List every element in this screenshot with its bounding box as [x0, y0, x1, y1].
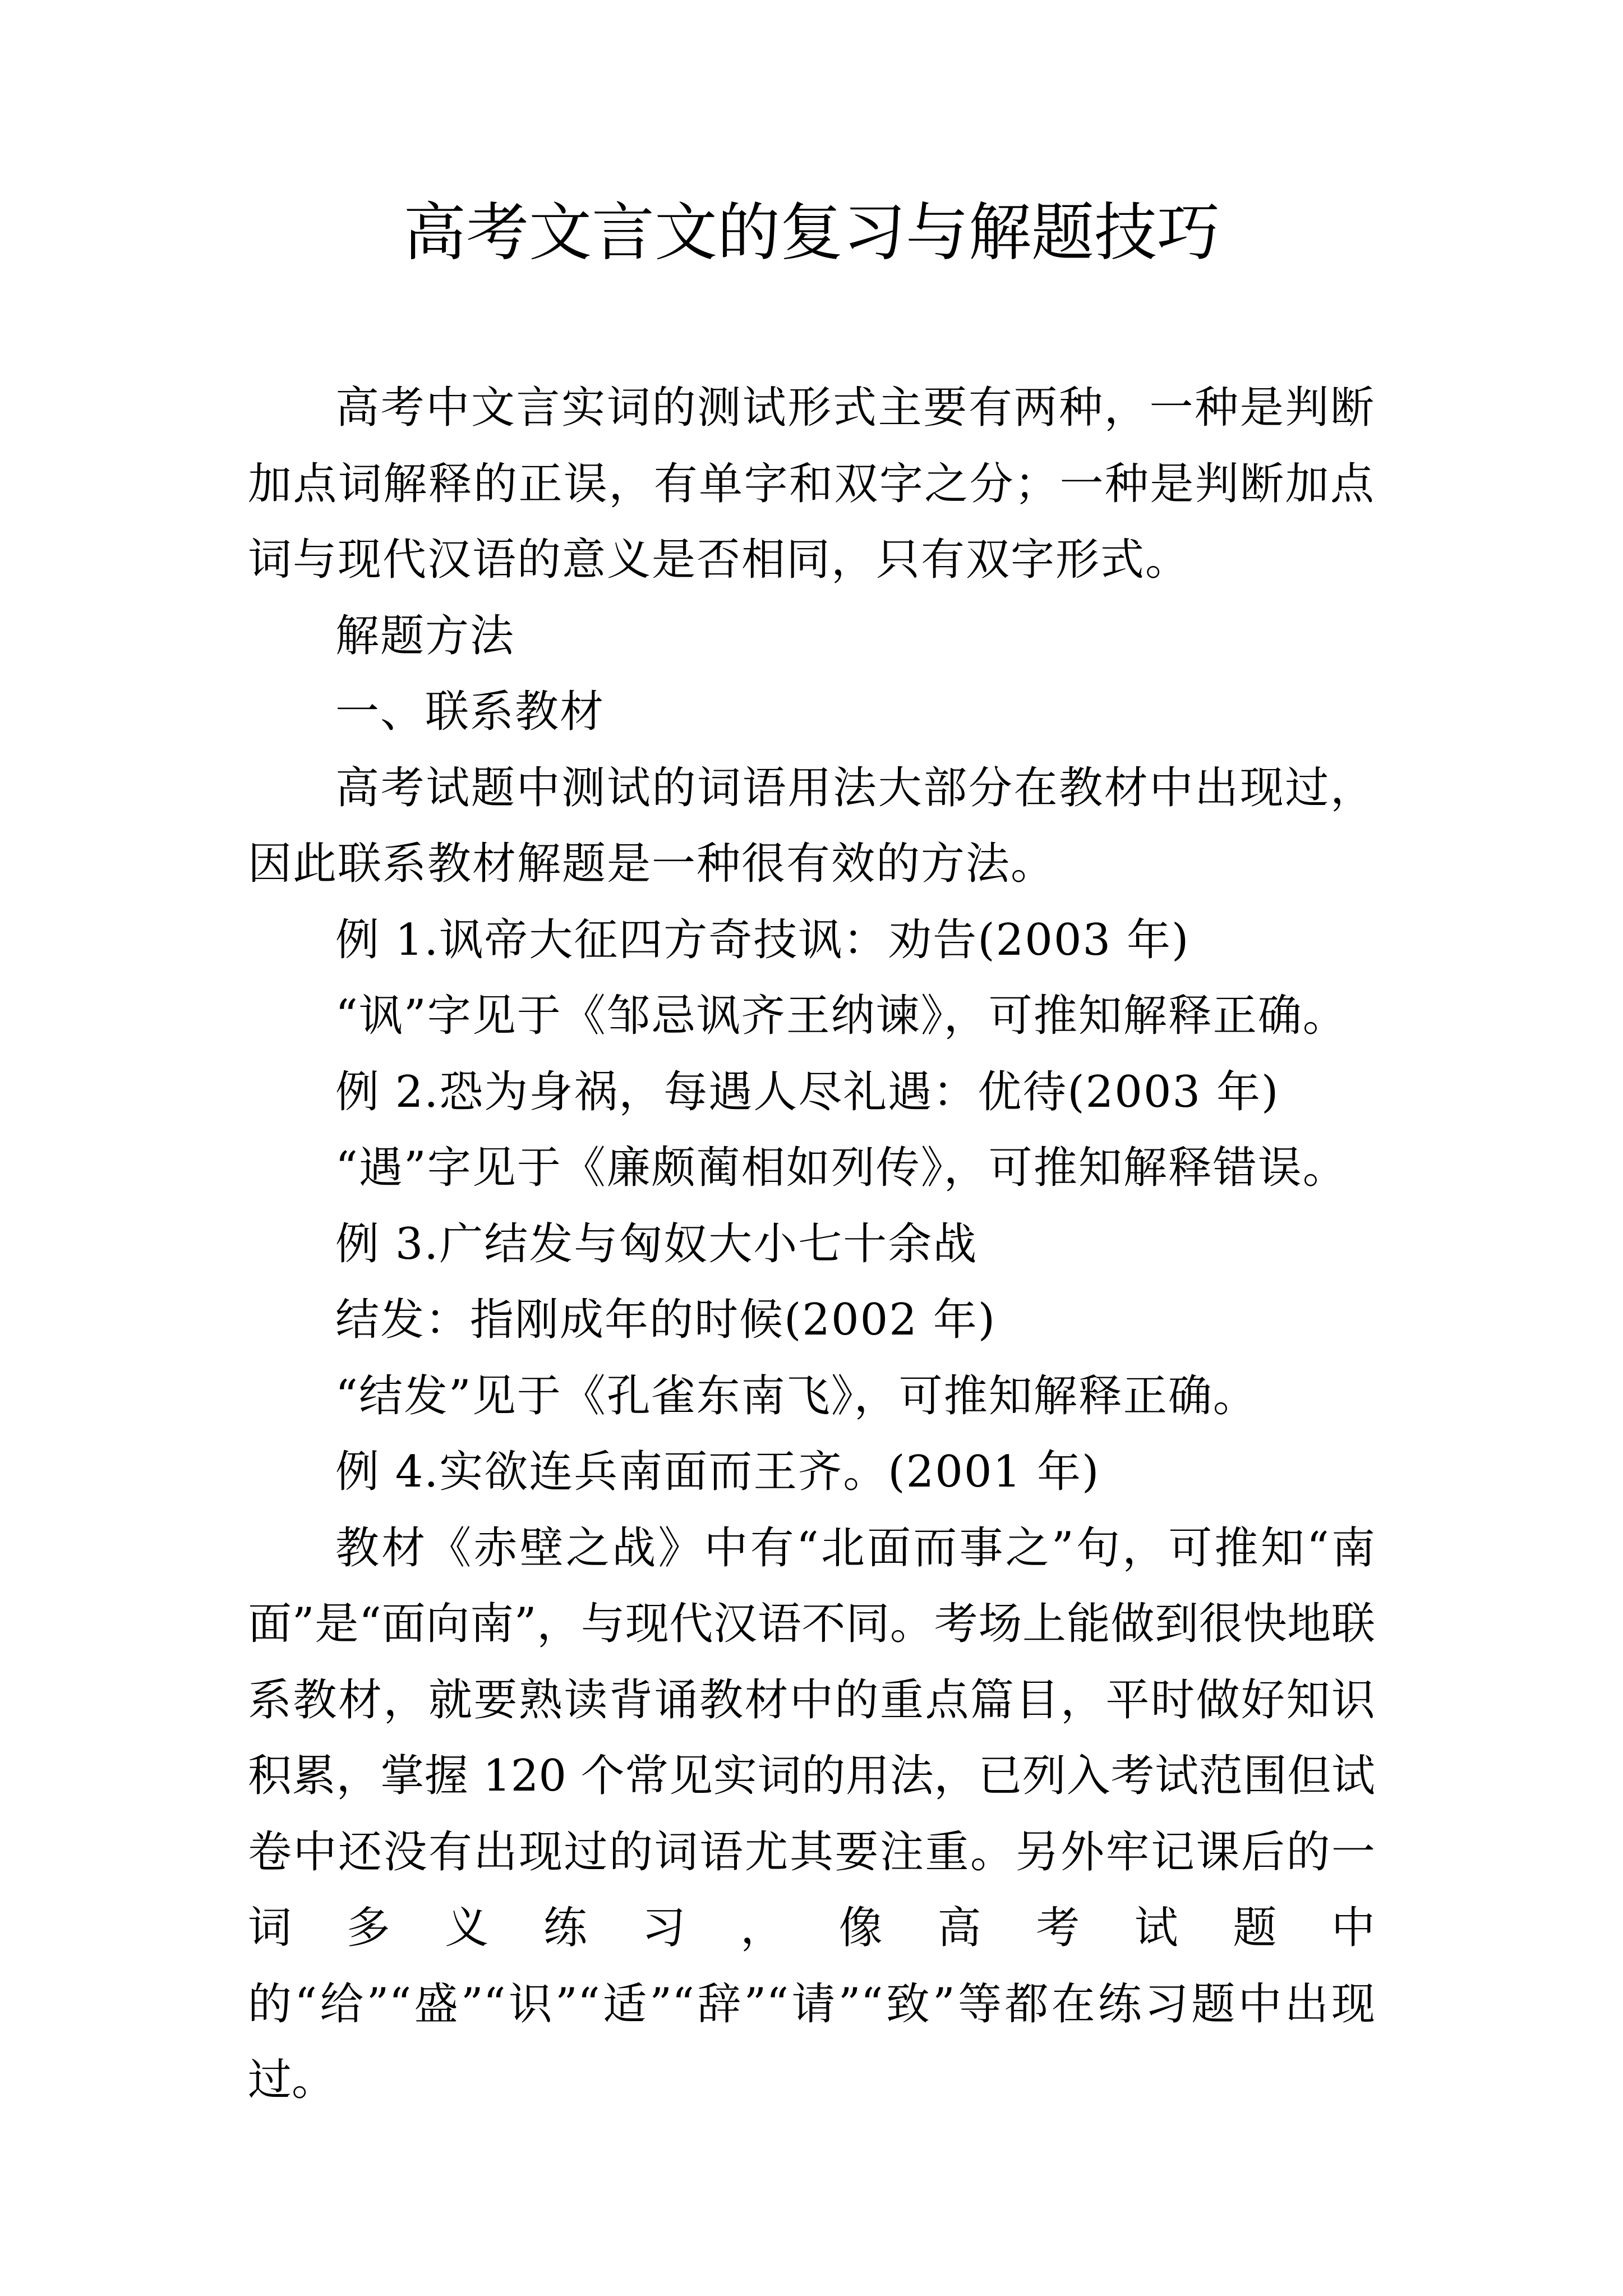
subsection-heading-textbook: 一、联系教材 — [335, 687, 605, 737]
example-1: 例 1.讽帝大征四方奇技讽：劝告(2003 年) — [335, 914, 1190, 965]
paragraph-textbook-method: 高考试题中测试的词语用法大部分在教材中出现过，因此联系教材解题是一种很有效的方法。 — [248, 762, 1375, 889]
document-body — [248, 370, 1375, 2119]
document-title: 高考文言文的复习与解题技巧 — [403, 196, 1220, 269]
section-heading-methods: 解题方法 — [335, 610, 515, 661]
example-1-explanation: “讽”字见于《邹忌讽齐王纳谏》，可推知解释正确。 — [335, 991, 1348, 1041]
example-2-explanation: “遇”字见于《廉颇蔺相如列传》，可推知解释错误。 — [335, 1143, 1348, 1193]
paragraph-intro: 高考中文言实词的测试形式主要有两种，一种是判断加点词解释的正误，有单字和双字之分；一种是判断加点词与现代汉语的意义是否相同，只有双字形式。 — [248, 383, 1375, 585]
example-3: 例 3.广结发与匈奴大小七十余战 — [335, 1218, 978, 1269]
example-4-explanation: 教材《赤壁之战》中有“北面而事之”句，可推知“南面”是“面向南”，与现代汉语不同。考场上能做到很快地联系教材，就要熟读背诵教材中的重点篇目，平时做好知识积累，掌握 120 个常见实词的用法，已列入考试范围但试卷中还没有出现过的词语尤其要注重。另外牢记课后的一词多义练习，像高考试题中的“给”“盛”“识”“适”“辞”“请”“致”等都在练习题中出现过。 — [248, 1522, 1375, 2105]
example-3-definition: 结发：指刚成年的时候(2002 年) — [335, 1295, 997, 1345]
example-3-explanation: “结发”见于《孔雀东南飞》，可推知解释正确。 — [335, 1370, 1258, 1421]
example-4: 例 4.实欲连兵南面而王齐。(2001 年) — [335, 1447, 1100, 1497]
example-2: 例 2.恐为身祸，每遇人尽礼遇：优待(2003 年) — [335, 1066, 1280, 1117]
